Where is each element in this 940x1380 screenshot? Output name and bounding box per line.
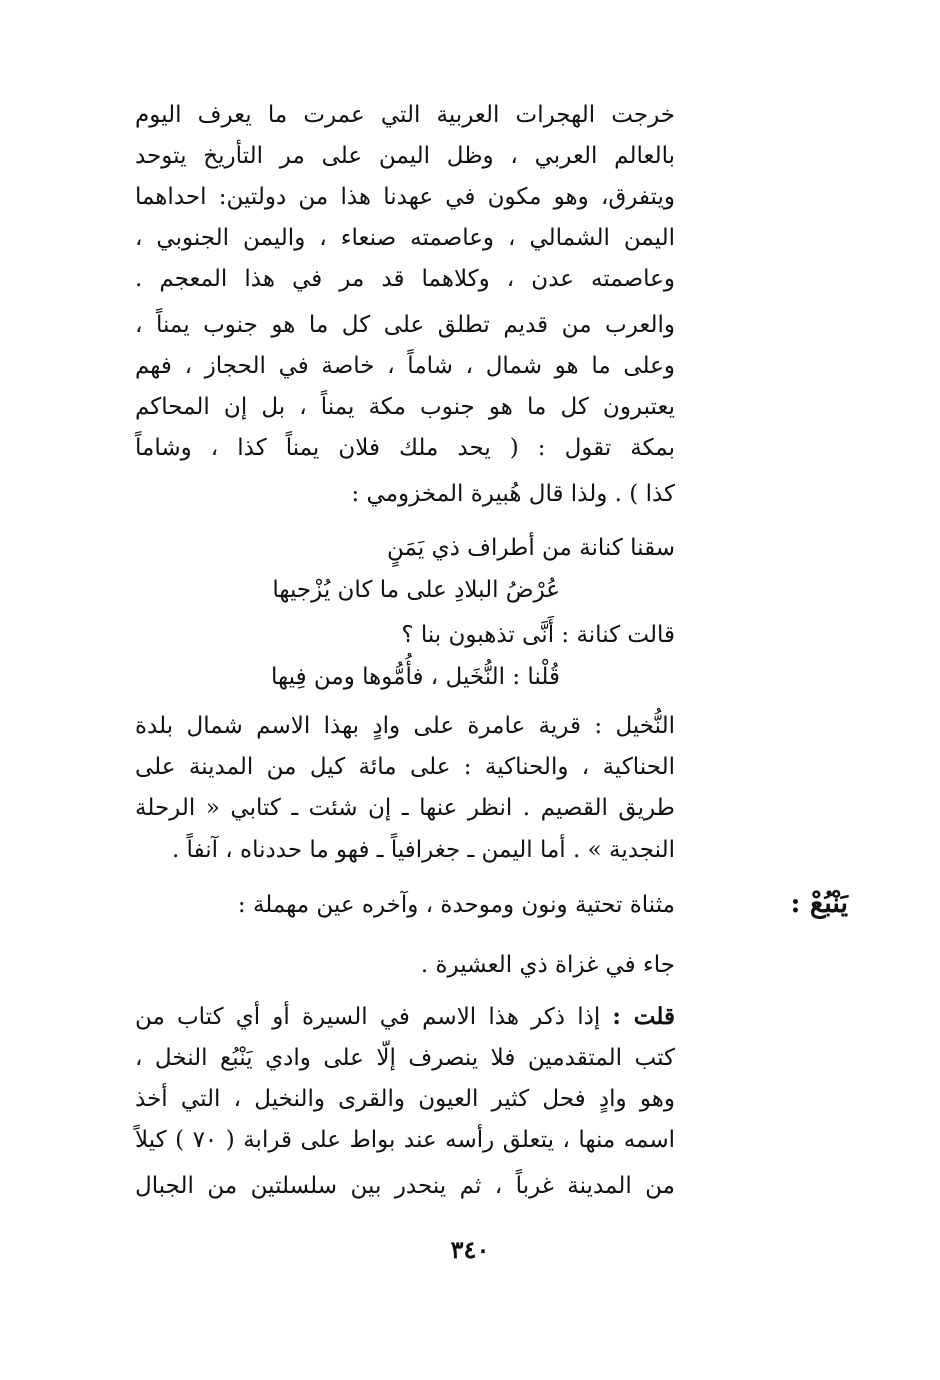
text-line: وعلى ما هو شمال ، شاماً ، خاصة في الحجاز ، فهم	[135, 353, 675, 379]
text-line: خرجت الهجرات العربية التي عمرت ما يعرف اليوم	[135, 102, 675, 128]
text-line: كتب المتقدمين فلا ينصرف إلّا على وادي يَنْبُع النخل ،	[135, 1045, 675, 1071]
text-line: يعتبرون كل ما هو جنوب مكة يمناً ، بل إن المحاكم	[135, 394, 675, 420]
text-line: جاء في غزاة ذي العشيرة .	[420, 952, 675, 978]
entry-definition: مثناة تحتية ونون وموحدة ، وآخره عين مهملة :	[237, 892, 675, 918]
text-line: بالعالم العربي ، وظل اليمن على مر التأريخ يتوحد	[135, 143, 675, 169]
text-line: والعرب من قديم تطلق على كل ما هو جنوب يمناً ،	[135, 312, 675, 338]
text-line: اسمه منها ، يتعلق رأسه عند بواط على قرابة ( ٧٠ ) كيلاً	[135, 1127, 675, 1153]
qultu-lead: قلت :	[612, 1003, 675, 1030]
text-line: من المدينة غرباً ، ثم ينحدر بين سلسلتين من الجبال	[135, 1173, 675, 1199]
poem-line: قالت كنانة : أَنَّى تذهبون بنا ؟	[401, 622, 675, 648]
poem-line: قُلْنا : النُّخَيل ، فأُمُّوها ومن فِيها	[271, 664, 560, 690]
entry-headword: يَنْبُعْ :	[790, 888, 848, 919]
text-line: النُّخيل : قرية عامرة على وادٍ بهذا الاسم شمال بلدة	[135, 713, 675, 739]
text-line: بمكة تقول : ( يحد ملك فلان يمناً كذا ، وشاماً	[135, 435, 675, 461]
text-line: ويتفرق، وهو مكون في عهدنا هذا من دولتين: احداهما	[135, 184, 675, 210]
text-run: إذا ذكر هذا الاسم في السيرة أو أي كتاب من	[135, 1004, 613, 1030]
text-line: النجدية » . أما اليمن ـ جغرافياً ـ فهو ما حددناه ، آنفاً .	[171, 837, 675, 863]
text-line: وعاصمته عدن ، وكلاهما قد مر في هذا المعجم .	[135, 266, 675, 292]
text-line: طريق القصيم . انظر عنها ـ إن شئت ـ كتابي « الرحلة	[135, 795, 675, 821]
poem-line: عُرْضُ البلادِ على ما كان يُزْجيها	[272, 577, 560, 603]
text-line: كذا ) . ولذا قال هُبيرة المخزومي :	[351, 481, 675, 507]
text-line: وهو وادٍ فحل كثير العيون والقرى والنخيل ، التي أخذ	[135, 1086, 675, 1112]
page-number: ٣٤٠	[450, 1235, 490, 1264]
text-line: اليمن الشمالي ، وعاصمته صنعاء ، واليمن الجنوبي ،	[135, 225, 675, 251]
poem-line: سقنا كنانة من أطراف ذي يَمَنٍ	[387, 535, 675, 561]
text-line: الحناكية ، والحناكية : على مائة كيل من المدينة على	[135, 754, 675, 780]
text-line	[135, 997, 675, 1037]
